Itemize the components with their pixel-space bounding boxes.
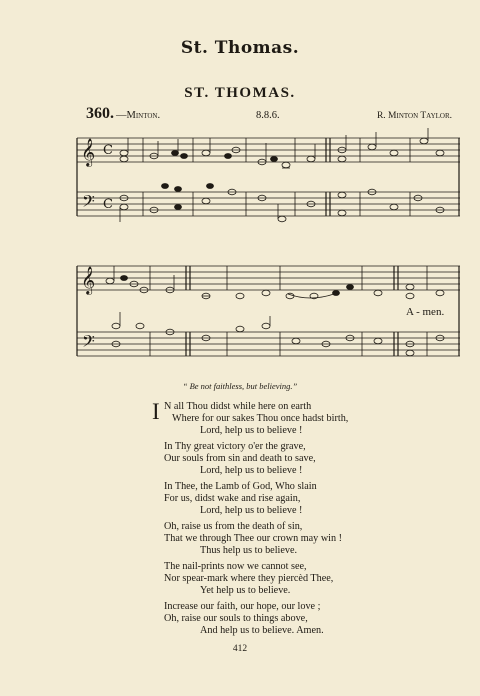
verse-5 [164, 561, 333, 597]
verse-line: And help us to believe. Amen. [200, 625, 324, 636]
verse-line: Thus help us to believe. [200, 545, 298, 556]
verse-line: Lord, help us to believe ! [200, 425, 303, 436]
verse-6 [164, 601, 324, 637]
drop-cap: I [152, 399, 160, 424]
svg-text:𝄢: 𝄢 [82, 331, 95, 355]
tune-name: —Minton. [116, 110, 161, 121]
verse-3 [164, 481, 317, 517]
bass-staff [77, 332, 460, 356]
verse-line: In Thee, the Lamb of God, Who slain [164, 481, 317, 492]
verse-1 [152, 399, 349, 437]
verse-line: Our souls from sin and death to save, [164, 453, 316, 464]
verse-line: Where for our sakes Thou once hadst birth, [172, 413, 349, 424]
verse-line: In Thy great victory o'er the grave, [164, 441, 306, 452]
verse-line: The nail-prints now we cannot see, [164, 561, 307, 572]
meter: 8.8.6. [256, 110, 280, 121]
verse-line: For us, didst wake and rise again, [164, 493, 301, 504]
composer: R. Minton Taylor. [376, 111, 452, 121]
verse-line: N all Thou didst while here on earth [164, 401, 312, 412]
music-system-1 [77, 128, 460, 222]
music-system-2 [77, 266, 460, 356]
svg-text:𝄢: 𝄢 [82, 191, 95, 215]
verse-4 [164, 521, 342, 557]
treble-staff [77, 138, 460, 162]
svg-text:C: C [103, 143, 113, 158]
bass-staff [77, 192, 460, 216]
verse-line: Lord, help us to believe ! [200, 505, 303, 516]
verse-line: Yet help us to believe. [200, 585, 291, 596]
hymn-number: 360. [86, 105, 114, 122]
epigraph: “ Be not faithless, but believing.” [182, 381, 298, 391]
verse-line: Nor spear-mark where they piercèd Thee, [164, 573, 334, 584]
svg-text:𝄞: 𝄞 [81, 138, 96, 166]
notes-treble-2 [106, 266, 444, 299]
running-head: St. Thomas. [180, 38, 300, 58]
page-number: 412 [232, 644, 248, 654]
verse-line: Lord, help us to believe ! [200, 465, 303, 476]
verse-line: Oh, raise us from the death of sin, [164, 521, 303, 532]
tune-title: ST. THOMAS. [184, 85, 296, 101]
verse-line: Oh, raise our souls to things above, [164, 613, 308, 624]
amen-lyric: A - men. [406, 306, 445, 318]
svg-text:C: C [103, 197, 113, 212]
verse-line: Increase our faith, our hope, our love ; [164, 601, 321, 612]
verse-line: That we through Thee our crown may win ! [164, 533, 343, 544]
verse-2 [164, 441, 316, 477]
svg-text:𝄞: 𝄞 [81, 266, 96, 294]
